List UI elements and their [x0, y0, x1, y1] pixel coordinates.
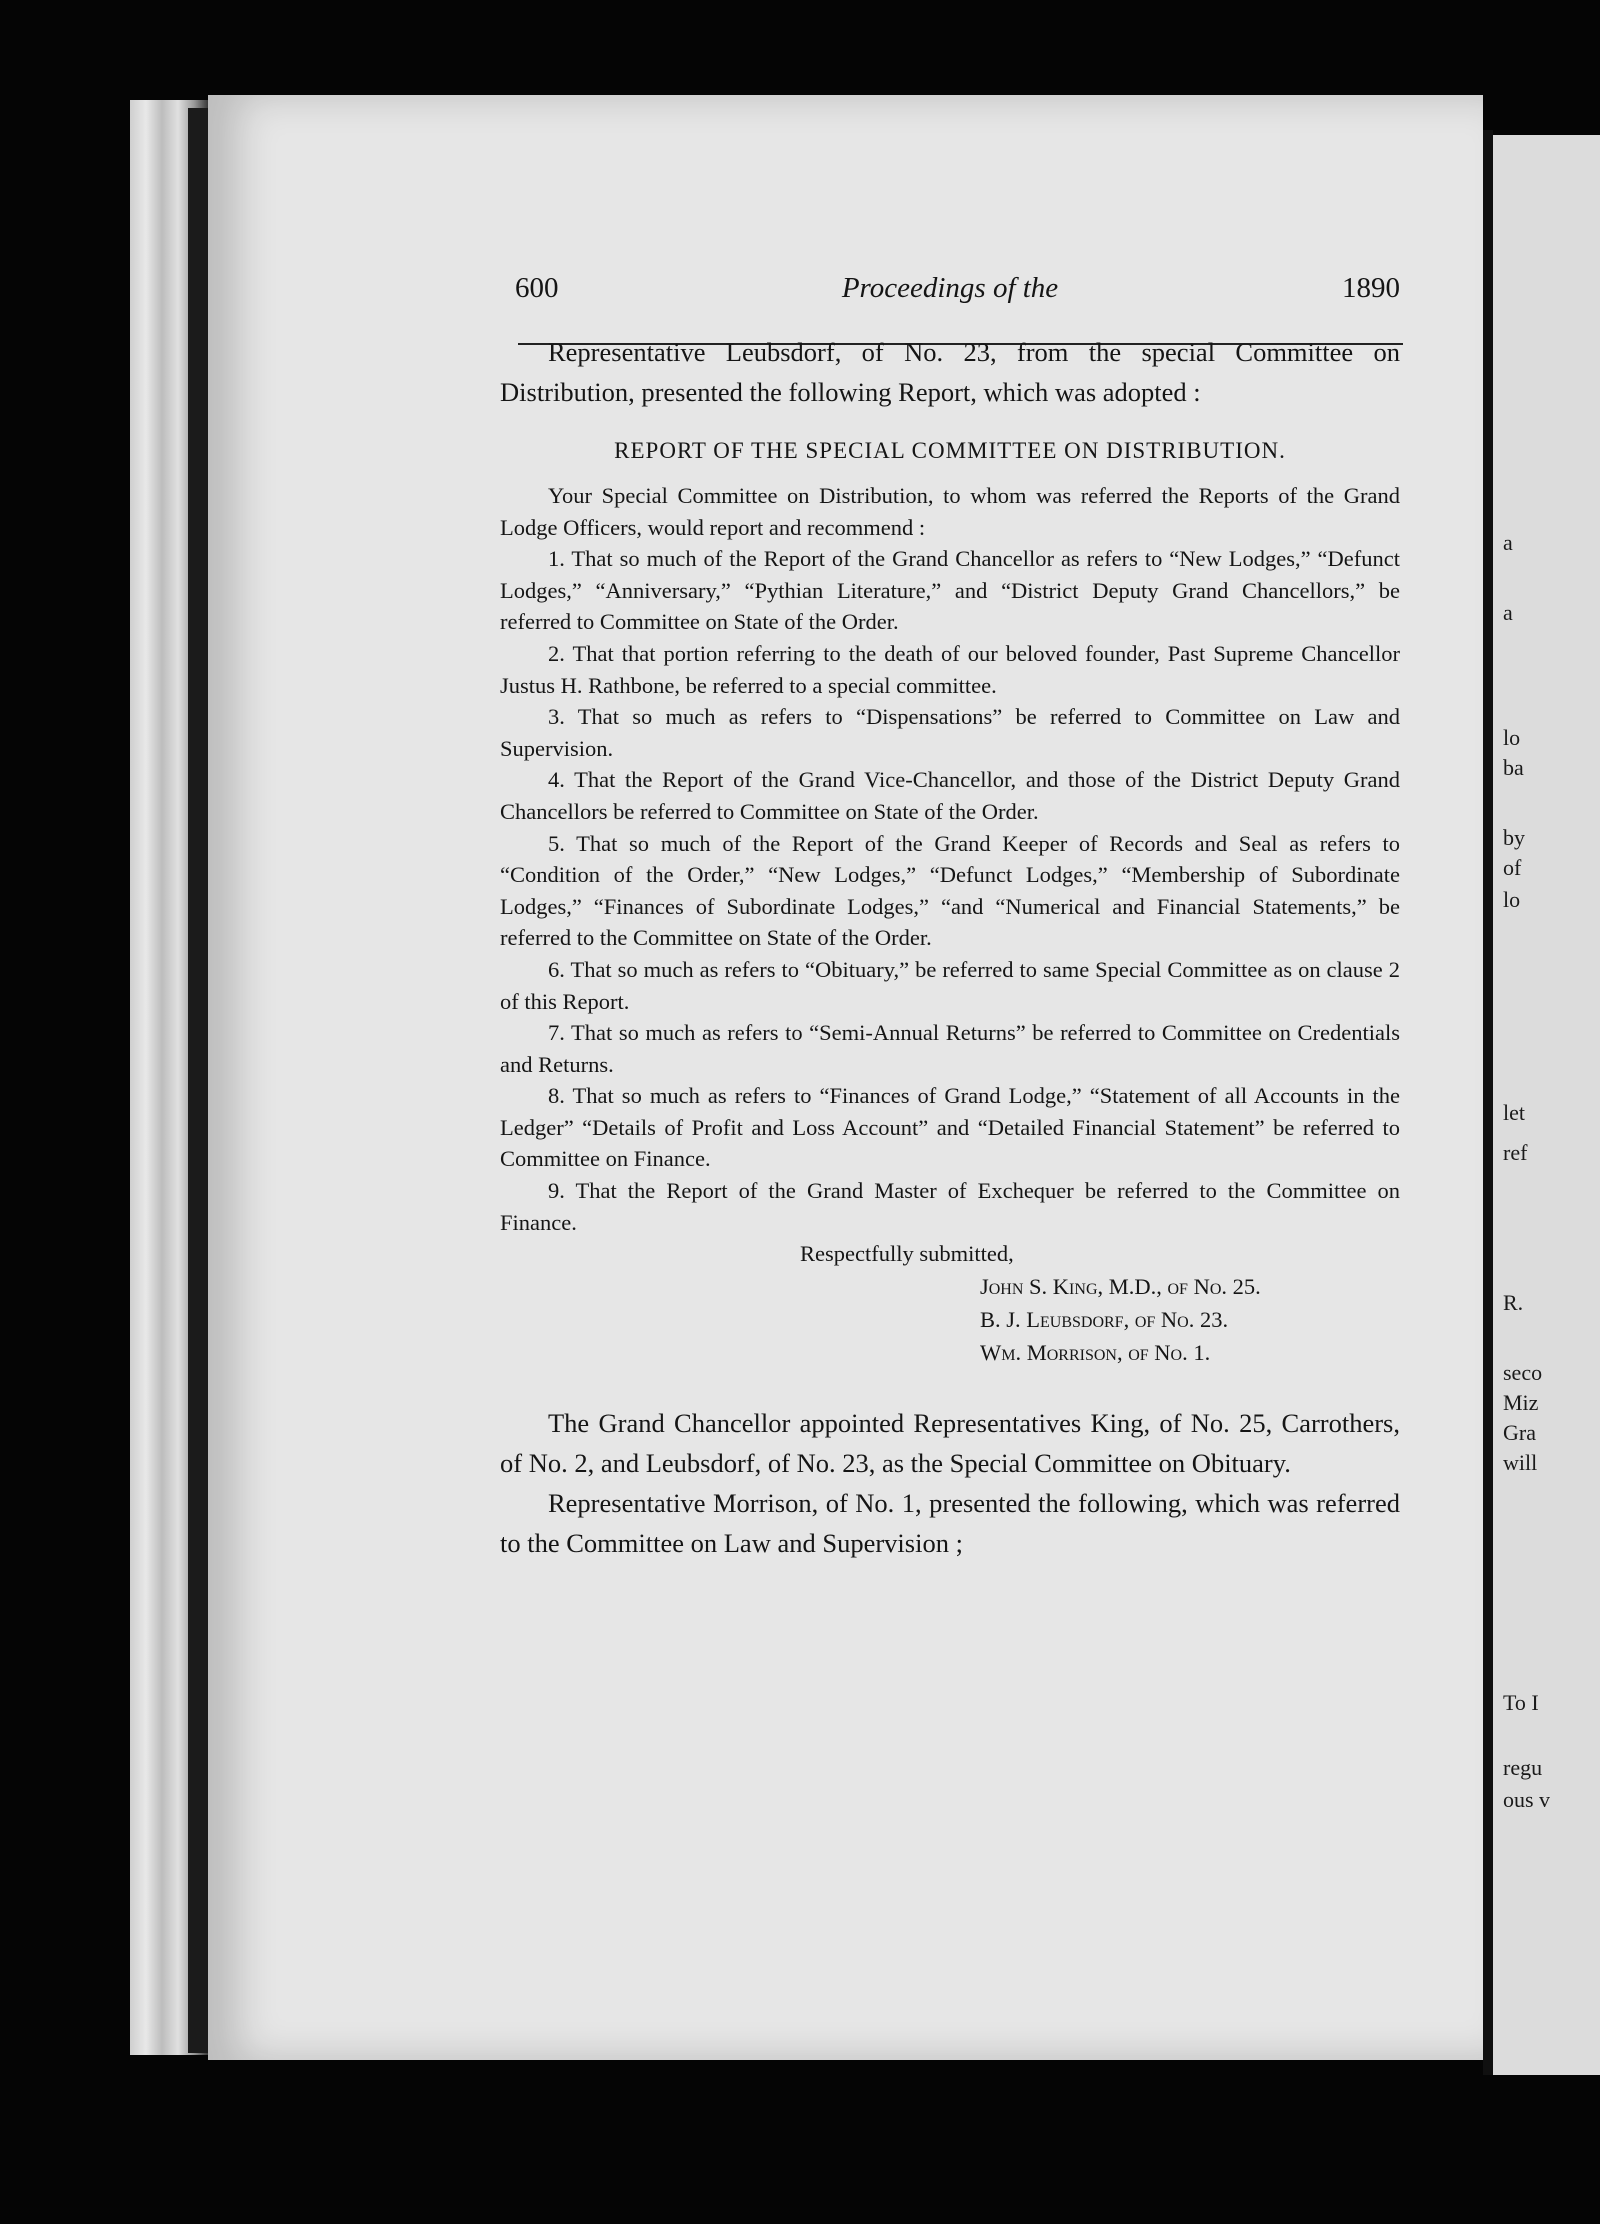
report-item: 5. That so much of the Report of the Grand Keeper of Records and Seal as refers to “Condition of the Order,” “New Lodges,” “Defunct Lodges,” “Membership of Subordinate Lodges,” “Finances of Subordinate Lodges,” “and “Numerical and Financial Statements,” be referred to the Committee on State of the Order.: [500, 830, 1400, 951]
adjacent-fragment: let: [1503, 1100, 1525, 1125]
signer-name: Wm. Morrison, of No. 1.: [980, 1339, 1211, 1365]
signer-name: John S. King, M.D., of No. 25.: [980, 1273, 1261, 1299]
book-spine-shadow: [188, 108, 210, 2053]
running-header: [500, 272, 1400, 312]
adjacent-fragment: lo: [1503, 887, 1521, 912]
adjacent-fragment: lo: [1503, 725, 1521, 750]
report-opening: Your Special Committee on Distribution, to whom was referred the Reports of the Grand Lodge Officers, would report and recommend :: [500, 483, 1400, 540]
report-item: 1. That so much of the Report of the Grand Chancellor as refers to “New Lodges,” “Defunct Lodges,” “Anniversary,” “Pythian Literature,” and “District Deputy Grand Chancellors,” be referred to Committee on State of the Order.: [500, 546, 1400, 635]
gutter-shadow: [1483, 130, 1493, 2075]
report-item: 2. That that portion referring to the death of our beloved founder, Past Supreme Chancellor Justus H. Rathbone, be referred to a special committee.: [500, 640, 1400, 698]
signer-name: B. J. Leubsdorf, of No. 23.: [980, 1306, 1229, 1332]
adjacent-fragment: seco: [1503, 1360, 1543, 1385]
page-number: 600: [515, 272, 559, 304]
signers: [500, 1270, 1400, 1369]
report-item: 7. That so much as refers to “Semi-Annual Returns” be referred to Committee on Credentials and Returns.: [500, 1020, 1400, 1077]
adjacent-fragment: To I: [1503, 1690, 1539, 1715]
adjacent-fragment: will: [1503, 1450, 1538, 1475]
header-year: 1890: [1342, 272, 1400, 304]
report-title: REPORT OF THE SPECIAL COMMITTEE ON DISTRIBUTION.: [614, 438, 1286, 463]
signoff: Respectfully submitted,: [800, 1241, 1014, 1267]
adjacent-fragment: Gra: [1503, 1420, 1536, 1445]
adjacent-fragment: R.: [1503, 1290, 1524, 1315]
adjacent-fragment: of: [1503, 855, 1522, 880]
report-item: 9. That the Report of the Grand Master of Exchequer be referred to the Committee on Finance.: [500, 1178, 1400, 1235]
adjacent-fragment: ba: [1503, 755, 1524, 780]
report-item: 8. That so much as refers to “Finances of Grand Lodge,” “Statement of all Accounts in the Ledger” “Details of Profit and Loss Account” and “Detailed Financial Statement” be referred to Committee on Finance.: [500, 1083, 1400, 1172]
intro-paragraph: Representative Leubsdorf, of No. 23, from the special Committee on Distribution, presented the following Report, which was adopted :: [500, 337, 1400, 407]
report-item: 6. That so much as refers to “Obituary,” be referred to same Special Committee as on clause 2 of this Report.: [500, 956, 1400, 1014]
adjacent-fragment: Miz: [1503, 1390, 1539, 1415]
body-paragraph: Representative Morrison, of No. 1, presented the following, which was referred to the Committee on Law and Supervision ;: [500, 1487, 1400, 1558]
adjacent-fragment: regu: [1503, 1755, 1543, 1780]
adjacent-fragment: ous v: [1503, 1787, 1551, 1812]
running-title: Proceedings of the: [841, 272, 1059, 304]
adjacent-fragment: ref: [1503, 1140, 1528, 1165]
adjacent-fragment: a: [1503, 530, 1513, 555]
adjacent-page: [1493, 135, 1600, 2075]
adjacent-fragment: by: [1503, 825, 1525, 850]
adjacent-fragment: a: [1503, 600, 1513, 625]
body-paragraph: The Grand Chancellor appointed Representatives King, of No. 25, Carrothers, of No. 2, and Leubsdorf, of No. 23, as the Special Committee on Obituary.: [500, 1407, 1400, 1478]
report-item: 4. That the Report of the Grand Vice-Chancellor, and those of the District Deputy Grand Chancellors be referred to Committee on State of the Order.: [500, 767, 1400, 824]
page-content: [500, 272, 1400, 1563]
report-item: 3. That so much as refers to “Dispensations” be referred to Committee on Law and Supervision.: [500, 704, 1400, 761]
